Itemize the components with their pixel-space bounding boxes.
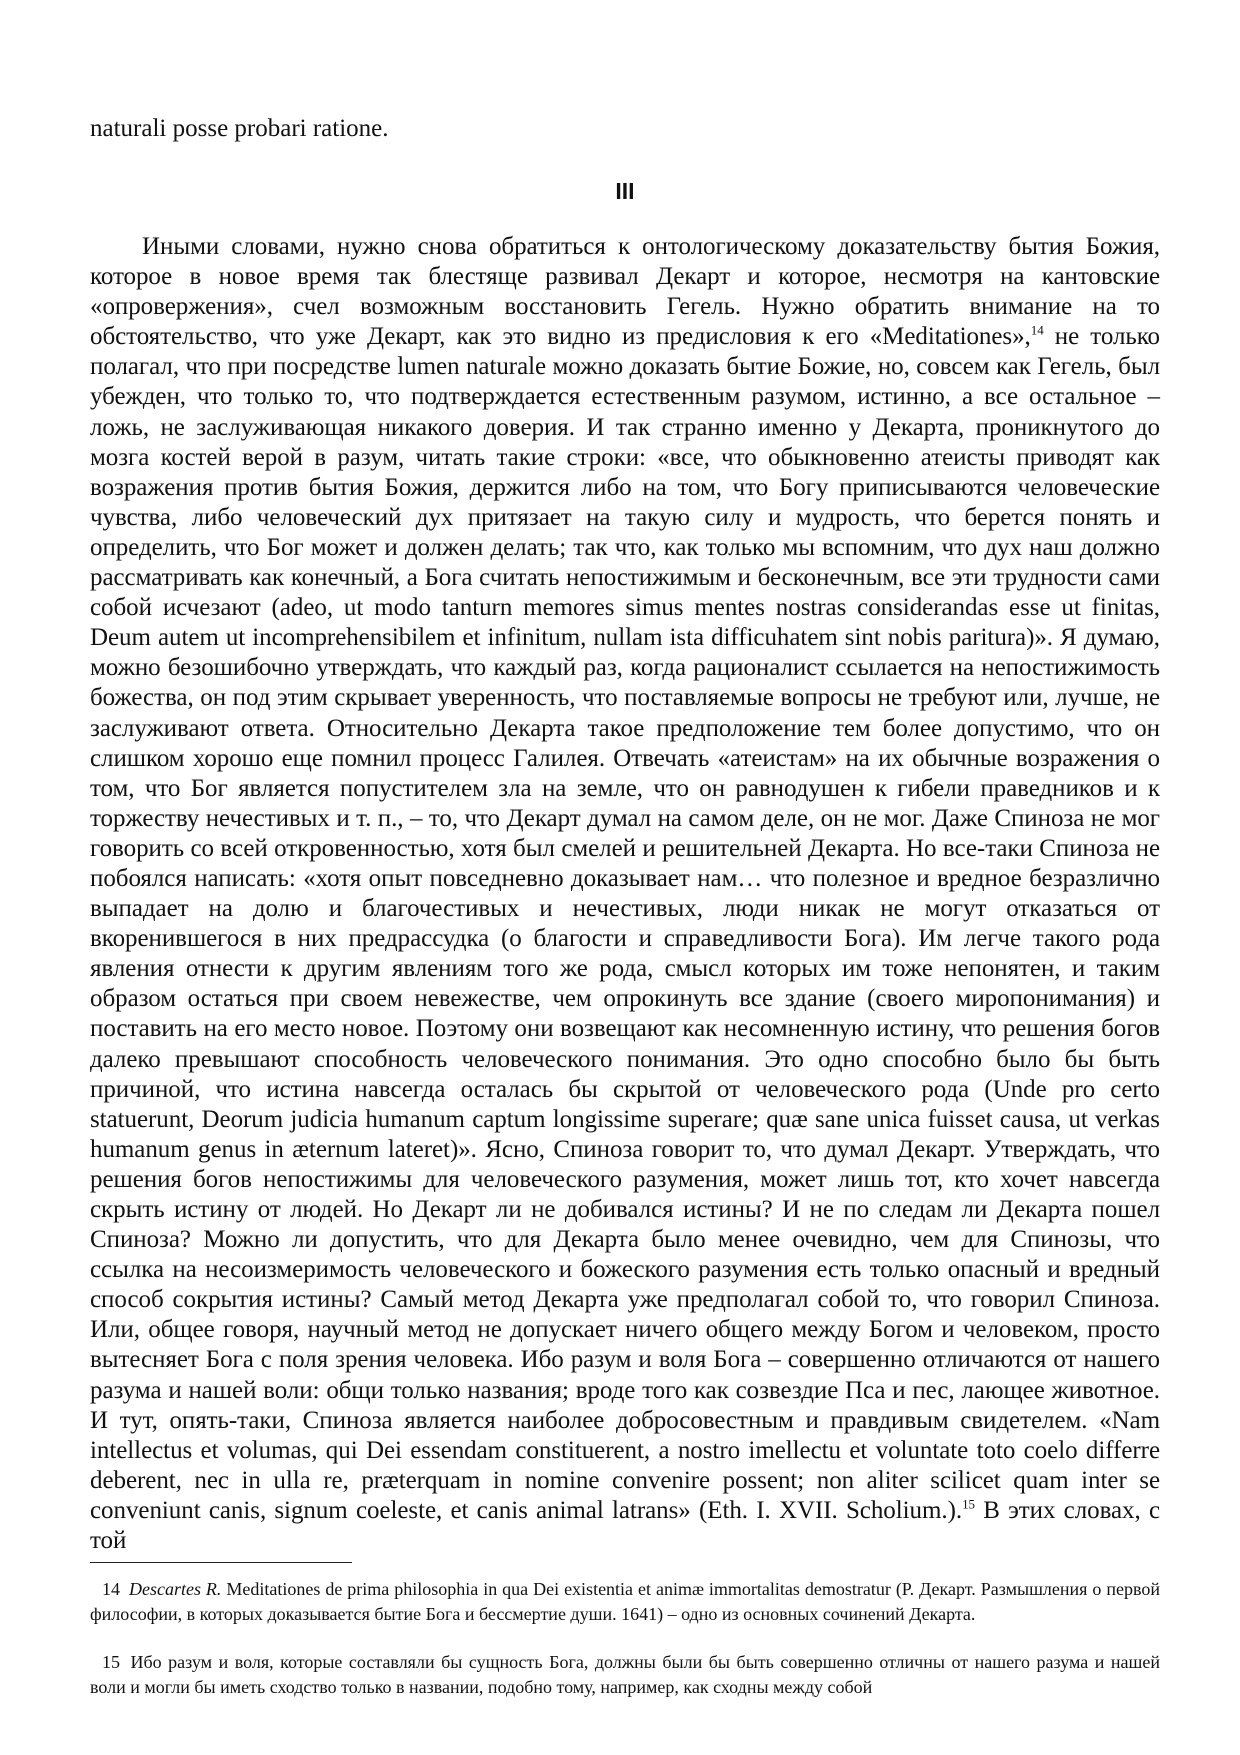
- document-page: [90, 112, 1160, 1699]
- paragraph-text-part-1: Иными словами, нужно снова обратиться к онтологическому доказательству бытия Божия, которое в новое время так блестяще развивал Декарт и которое, несмотря на кантовские «опровержения», счел возможным восстановить Гегель. Нужно обратить внимание на то обстоятельство, что уже Декарт, как это видно из предисловия к его «Meditationes»,: [90, 233, 1160, 351]
- paragraph-text-part-3: В этих словах, с той: [90, 1496, 1160, 1555]
- continuation-line: naturali posse probari ratione.: [90, 115, 389, 142]
- footnote-text: Ибо разум и воля, которые составляли бы сущность Бога, должны были бы быть совершенно отличны от нашего разума и нашей воли и могли бы иметь сходство только в названии, подобно тому, например, как сходны между собой: [90, 1652, 1160, 1697]
- body-paragraph: [90, 232, 1160, 1556]
- section-heading: III: [615, 178, 635, 204]
- footnote-divider: [90, 1562, 352, 1563]
- footnote-author: Descartes R.: [128, 1579, 222, 1600]
- footnote-14: [90, 1577, 1160, 1626]
- footnote-number: 15: [102, 1652, 120, 1673]
- paragraph-text-part-2: не только полагал, что при посредстве lumen naturale можно доказать бытие Божие, но, совсем как Гегель, был убежден, что только то, что подтверждается естественным разумом, истинно, а все остальное – ложь, не заслуживающая никакого доверия. И так странно именно у Декарта, проникнутого до мозга костей верой в разум, читать такие строки: «все, что обыкновенно атеисты приводят как возражения против бытия Божия, держится либо на том, что Богу приписываются человеческие чувства, либо человеческий дух притязает на такую силу и мудрость, что берется понять и определить, что Бог может и должен делать; так что, как только мы вспомним, что дух наш должно рассматривать как конечный, а Бога считать непостижимым и бесконечным, все эти трудности сами собой исчезают (adeo, ut modo tanturn memores simus mentes nostras considerandas esse ut finitas, Deum autem ut incomprehensibilem et infinitum, nullam ista difficuhatem sint nobis paritura)». Я думаю, можно безошибочно утверждать, что каждый раз, когда рационалист ссылается на непостижимость божества, он под этим скрывает уверенность, что поставляемые вопросы не требуют или, лучше, не заслуживают ответа. Относительно Декарта такое предположение тем более допустимо, что он слишком хорошо еще помнил процесс Галилея. Отвечать «атеистам» на их обычные возражения о том, что Бог является попустителем зла на земле, что он равнодушен к гибели праведников и к торжеству нечестивых и т. п., – то, что Декарт думал на самом деле, он не мог. Даже Спиноза не мог говорить со всей откровенностью, хотя был смелей и решительней Декарта. Но все-таки Спиноза не побоялся написать: «хотя опыт повседневно доказывает нам… что полезное и вредное безразлично выпадает на долю и благочестивых и нечестивых, люди никак не могут отказаться от вкоренившегося в них предрассудка (о благости и справедливости Бога). Им легче такого рода явления отнести к другим явлениям того же рода, смысл которых им тоже непонятен, и таким образом остаться при своем невежестве, чем опрокинуть все здание (своего миропонимания) и поставить на его место новое. Поэтому они возвещают как несомненную истину, что решения богов далеко превышают способность человеческого понимания. Это одно способно было бы быть причиной, что истина навсегда осталась бы скрытой от человеческого рода (Unde pro certo statuerunt, Deorum judicia humanum captum longissime superare; quæ sane unica fuisset causa, ut verkas humanum genus in æternum lateret)». Ясно, Спиноза говорит то, что думал Декарт. Утверждать, что решения богов непостижимы для человеческого разумения, может лишь тот, кто хочет навсегда скрыть истину от людей. Но Декарт ли не добивался истины? И не по следам ли Декарта пошел Спиноза? Можно ли допустить, что для Декарта было менее очевидно, чем для Спинозы, что ссылка на несоизмеримость человеческого и божеского разумения есть только опасный и вредный способ сокрытия истины? Самый метод Декарта уже предполагал собой то, что говорил Спиноза. Или, общее говоря, научный метод не допускает ничего общего между Богом и человеком, просто вытесняет Бога с поля зрения человека. Ибо разум и воля Бога – совершенно отличаются от нашего разума и нашей воли: общи только названия; вроде того как созвездие Пса и пес, лающее животное. И тут, опять-таки, Спиноза является наиболее добросовестным и правдивым свидетелем. «Nam intellectus et volumas, qui Dei essendam constituerent, a nostro imellectu et voluntate toto coelo differre deberent, nec in ulla re, præterquam in nomine convenire possent; non aliter scilicet quam inter se conveniunt canis, signum coeleste, et canis animal latrans» (Eth. I. XVII. Scholium.).: [90, 323, 1160, 1524]
- footnote-ref-15[interactable]: 15: [962, 1496, 975, 1512]
- footnote-ref-14[interactable]: 14: [1030, 322, 1044, 338]
- footnote-number: 14: [102, 1579, 120, 1600]
- footnote-15: [90, 1650, 1160, 1699]
- footnote-text: Meditationes de prima philosophia in qua Dei existentia et animæ immortalitas demostratur (Р. Декарт. Размышления о первой философии, в которых доказывается бытие Бога и бессмертие души. 1641) – одно из основных сочинений Декарта.: [90, 1579, 1161, 1624]
